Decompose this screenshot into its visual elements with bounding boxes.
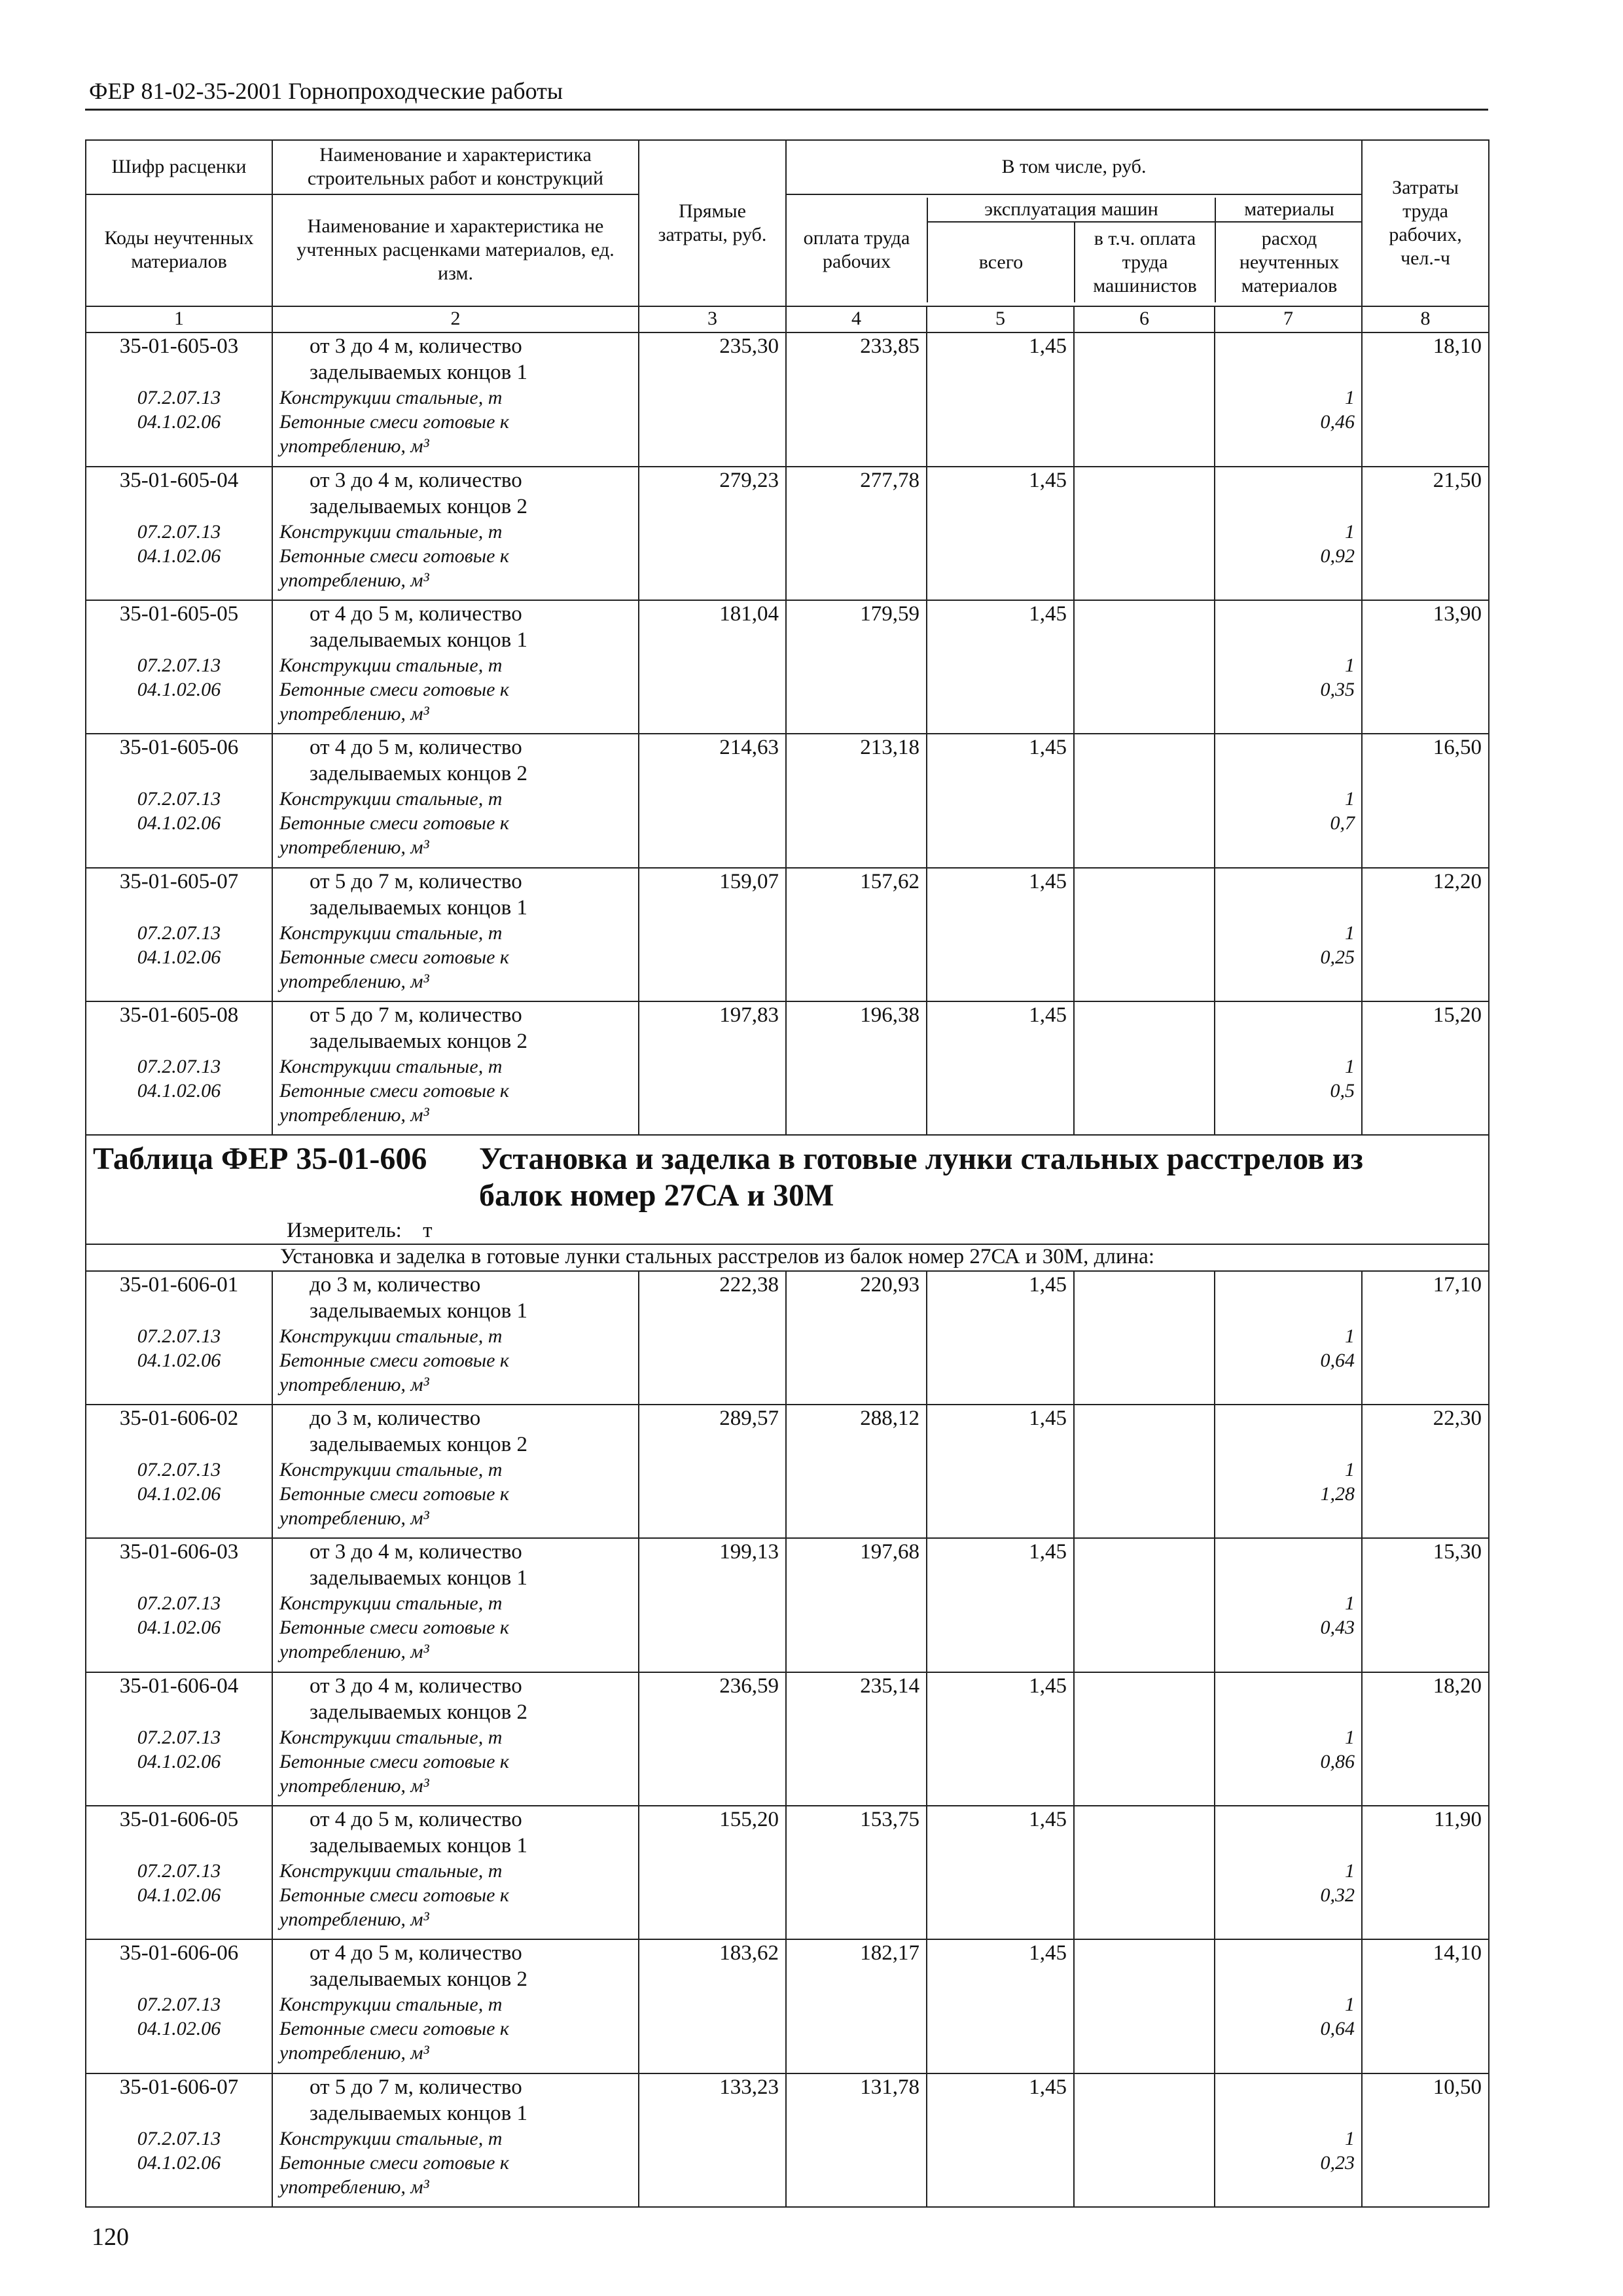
machines-pay	[1074, 1939, 1215, 2073]
header-row-1	[86, 140, 1489, 194]
direct-cost: 235,30	[719, 334, 779, 359]
rate-description-cont: заделываемых концов 1	[310, 361, 528, 385]
material-name: Бетонные смеси готовые к	[279, 1617, 509, 1639]
table-606-subtitle: Установка и заделка в готовые лунки стальных расстрелов из балок номер 27СА и 30М, длина:	[86, 1244, 1489, 1270]
labor-hours: 18,20	[1433, 1674, 1482, 1698]
rate-description-cont: заделываемых концов 1	[310, 1566, 528, 1590]
machines-pay	[1074, 1672, 1215, 1806]
direct-cost: 222,38	[719, 1272, 779, 1297]
direct-cost-header: Прямые затраты, руб.	[639, 140, 786, 306]
material-name-cont: употреблению, м³	[279, 2042, 429, 2064]
including-header: В том числе, руб.	[786, 140, 1362, 194]
material-qty: 1	[1345, 1055, 1355, 1077]
material-name: Конструкции стальные, т	[279, 1325, 503, 1347]
material-name: Бетонные смеси готовые к	[279, 812, 509, 834]
machines-pay	[1074, 1271, 1215, 1405]
material-qty: 0,86	[1320, 1750, 1355, 1772]
rate-row	[86, 600, 1489, 734]
rate-row	[86, 1001, 1489, 1135]
direct-cost: 133,23	[719, 2075, 779, 2099]
material-name-cont: употреблению, м³	[279, 569, 429, 591]
material-name-cont: употреблению, м³	[279, 836, 429, 859]
rates-table	[85, 139, 1489, 2208]
machines-total: 1,45	[1029, 1674, 1067, 1698]
material-name: Бетонные смеси готовые к	[279, 545, 509, 567]
page-number: 120	[92, 2223, 129, 2251]
labor-pay: 153,75	[860, 1808, 919, 1832]
labor-hours: 11,90	[1434, 1808, 1482, 1832]
material-name: Конструкции стальные, т	[279, 520, 503, 543]
material-name: Конструкции стальные, т	[279, 1592, 503, 1615]
machines-total: 1,45	[1029, 468, 1067, 492]
material-name: Бетонные смеси готовые к	[279, 2018, 509, 2040]
material-code: 07.2.07.13	[137, 1459, 221, 1481]
material-qty: 0,64	[1320, 2018, 1355, 2040]
material-name: Конструкции стальные, т	[279, 2127, 503, 2149]
rate-row	[86, 1939, 1489, 2073]
rate-description: от 4 до 5 м, количество	[310, 736, 522, 760]
table-606-title: Установка и заделка в готовые лунки стальных расстрелов из балок номер 27СА и 30М	[479, 1141, 1363, 1213]
material-code: 07.2.07.13	[137, 788, 221, 810]
rate-row	[86, 1806, 1489, 1939]
material-qty: 0,35	[1320, 678, 1355, 700]
machines-total: 1,45	[1029, 1941, 1067, 1965]
material-qty: 1	[1345, 1994, 1355, 2016]
material-code: 07.2.07.13	[137, 520, 221, 543]
col-number: 4	[786, 306, 927, 332]
rate-description-cont: заделываемых концов 1	[310, 628, 528, 652]
material-code: 07.2.07.13	[137, 1994, 221, 2016]
material-qty: 0,32	[1320, 1884, 1355, 1907]
machines-total: 1,45	[1029, 869, 1067, 893]
machines-total: 1,45	[1029, 1540, 1067, 1564]
machines-header: эксплуатация машин	[927, 198, 1215, 222]
machines-total: 1,45	[1029, 1407, 1067, 1431]
rate-code: 35-01-606-02	[119, 1407, 239, 1431]
material-qty: 1	[1345, 1459, 1355, 1481]
material-qty: 0,5	[1330, 1079, 1355, 1102]
material-code: 04.1.02.06	[137, 1079, 221, 1102]
col-number: 2	[272, 306, 639, 332]
material-name: Конструкции стальные, т	[279, 1726, 503, 1748]
rate-description: от 3 до 4 м, количество	[310, 1674, 522, 1698]
material-code: 07.2.07.13	[137, 387, 221, 409]
table-605-rows	[86, 332, 1489, 1135]
table-606-rows	[86, 1271, 1489, 2207]
material-code: 04.1.02.06	[137, 1349, 221, 1371]
material-code: 04.1.02.06	[137, 411, 221, 433]
material-code: 04.1.02.06	[137, 812, 221, 834]
col-number: 6	[1074, 306, 1215, 332]
materials-use-header: расход неучтенных материалов	[1239, 228, 1340, 297]
direct-cost: 197,83	[719, 1003, 779, 1027]
material-code: 07.2.07.13	[137, 1726, 221, 1748]
material-name: Бетонные смеси готовые к	[279, 678, 509, 700]
direct-cost: 279,23	[719, 468, 779, 492]
rate-code: 35-01-606-04	[119, 1674, 239, 1698]
table-606-title-row	[86, 1135, 1489, 1219]
rate-code: 35-01-605-06	[119, 736, 239, 760]
col-number: 5	[927, 306, 1074, 332]
material-qty: 0,43	[1320, 1617, 1355, 1639]
material-code: 07.2.07.13	[137, 654, 221, 676]
uncounted-codes-header: Коды неучтенных материалов	[86, 194, 272, 306]
rate-description-cont: заделываемых концов 2	[310, 494, 528, 518]
page-header: ФЕР 81-02-35-2001 Горнопроходческие работы	[89, 78, 563, 104]
rate-row	[86, 1405, 1489, 1538]
labor-hours: 12,20	[1433, 869, 1482, 893]
material-code: 07.2.07.13	[137, 1592, 221, 1615]
rate-description: от 5 до 7 м, количество	[310, 869, 522, 893]
machines-pay	[1074, 332, 1215, 466]
material-name: Бетонные смеси готовые к	[279, 946, 509, 968]
material-code: 04.1.02.06	[137, 1483, 221, 1505]
machines-total: 1,45	[1029, 1272, 1067, 1297]
rate-row	[86, 2073, 1489, 2207]
labor-hours: 22,30	[1433, 1407, 1482, 1431]
material-qty: 1,28	[1320, 1483, 1355, 1505]
material-code: 04.1.02.06	[137, 946, 221, 968]
labor-hours: 13,90	[1433, 601, 1482, 626]
labor-pay: 235,14	[860, 1674, 919, 1698]
labor-pay: 157,62	[860, 869, 919, 893]
rate-description: от 4 до 5 м, количество	[310, 601, 522, 626]
machines-pay	[1074, 734, 1215, 867]
material-code: 04.1.02.06	[137, 1617, 221, 1639]
direct-cost: 214,63	[719, 736, 779, 760]
rate-row	[86, 1538, 1489, 1672]
material-code: 04.1.02.06	[137, 1750, 221, 1772]
material-name: Бетонные смеси готовые к	[279, 2151, 509, 2174]
measure-unit: т	[423, 1219, 433, 1243]
material-name: Конструкции стальные, т	[279, 1994, 503, 2016]
material-name: Конструкции стальные, т	[279, 788, 503, 810]
rate-code: 35-01-605-03	[119, 334, 239, 359]
rate-code: 35-01-606-06	[119, 1941, 239, 1965]
material-name: Бетонные смеси готовые к	[279, 1079, 509, 1102]
labor-header: Затраты труда рабочих, чел.-ч	[1362, 140, 1489, 306]
material-qty: 1	[1345, 1860, 1355, 1882]
labor-pay: 179,59	[860, 601, 919, 626]
rate-row	[86, 467, 1489, 600]
rate-description-cont: заделываемых концов 2	[310, 1967, 528, 1992]
rate-description: от 4 до 5 м, количество	[310, 1941, 522, 1965]
machines-total: 1,45	[1029, 2075, 1067, 2099]
labor-hours: 10,50	[1433, 2075, 1482, 2099]
rate-code: 35-01-605-08	[119, 1003, 239, 1027]
header-row-2	[86, 194, 1489, 306]
rate-description-cont: заделываемых концов 2	[310, 1029, 528, 1053]
machines-pay	[1074, 868, 1215, 1001]
labor-pay: 220,93	[860, 1272, 919, 1297]
rate-description-cont: заделываемых концов 1	[310, 1299, 528, 1323]
header-divider	[85, 109, 1488, 111]
material-name-cont: употреблению, м³	[279, 1103, 429, 1126]
material-qty: 1	[1345, 2127, 1355, 2149]
rate-code: 35-01-605-04	[119, 468, 239, 492]
direct-cost: 155,20	[719, 1808, 779, 1832]
material-qty: 1	[1345, 1592, 1355, 1615]
material-name: Конструкции стальные, т	[279, 1860, 503, 1882]
rate-code: 35-01-605-07	[119, 869, 239, 893]
labor-hours: 15,30	[1433, 1540, 1482, 1564]
rate-row	[86, 332, 1489, 466]
rate-row	[86, 1672, 1489, 1806]
rate-code: 35-01-606-03	[119, 1540, 239, 1564]
column-number-row	[86, 306, 1489, 332]
rate-code: 35-01-606-05	[119, 1808, 239, 1832]
direct-cost: 236,59	[719, 1674, 779, 1698]
labor-pay: 196,38	[860, 1003, 919, 1027]
labor-hours: 21,50	[1433, 468, 1482, 492]
rate-description: от 4 до 5 м, количество	[310, 1808, 522, 1832]
machines-pay	[1074, 2073, 1215, 2207]
machines-pay	[1074, 600, 1215, 734]
col-number: 1	[86, 306, 272, 332]
rate-description-cont: заделываемых концов 2	[310, 762, 528, 786]
machines-pay	[1074, 1001, 1215, 1135]
material-name: Конструкции стальные, т	[279, 922, 503, 944]
machines-pay	[1074, 467, 1215, 600]
material-qty: 1	[1345, 1325, 1355, 1347]
labor-pay-header: оплата труда рабочих	[787, 198, 927, 302]
table-606-subtitle-row	[86, 1244, 1489, 1270]
material-qty: 1	[1345, 788, 1355, 810]
material-qty: 1	[1345, 387, 1355, 409]
machines-total-header: всего	[927, 222, 1075, 302]
rate-row	[86, 868, 1489, 1001]
direct-cost: 159,07	[719, 869, 779, 893]
machines-total: 1,45	[1029, 1808, 1067, 1832]
rate-code: 35-01-605-05	[119, 601, 239, 626]
rate-description: от 5 до 7 м, количество	[310, 2075, 522, 2099]
sub-header-group	[786, 194, 1362, 306]
direct-cost: 199,13	[719, 1540, 779, 1564]
material-name-cont: употреблению, м³	[279, 1774, 429, 1797]
material-name-cont: употреблению, м³	[279, 1909, 429, 1931]
rate-description-cont: заделываемых концов 2	[310, 1433, 528, 1457]
material-name: Конструкции стальные, т	[279, 1055, 503, 1077]
material-qty: 0,25	[1320, 946, 1355, 968]
material-name-cont: употреблению, м³	[279, 2176, 429, 2198]
machines-total: 1,45	[1029, 736, 1067, 760]
labor-hours: 16,50	[1433, 736, 1482, 760]
material-name-cont: употреблению, м³	[279, 970, 429, 992]
labor-pay: 182,17	[860, 1941, 919, 1965]
material-code: 07.2.07.13	[137, 922, 221, 944]
labor-pay: 131,78	[860, 2075, 919, 2099]
machines-pay-header: в т.ч. оплата труда машинистов	[1075, 222, 1215, 302]
labor-hours: 15,20	[1433, 1003, 1482, 1027]
direct-cost: 289,57	[719, 1407, 779, 1431]
material-name: Бетонные смеси готовые к	[279, 1884, 509, 1907]
material-qty: 0,92	[1320, 545, 1355, 567]
material-name: Конструкции стальные, т	[279, 654, 503, 676]
material-code: 07.2.07.13	[137, 1055, 221, 1077]
rate-description: от 3 до 4 м, количество	[310, 334, 522, 359]
rate-description: от 3 до 4 м, количество	[310, 1540, 522, 1564]
rate-description-cont: заделываемых концов 1	[310, 2101, 528, 2125]
material-name-cont: употреблению, м³	[279, 1507, 429, 1530]
material-qty: 0,64	[1320, 1349, 1355, 1371]
machines-total: 1,45	[1029, 601, 1067, 626]
rate-code: 35-01-606-01	[119, 1272, 239, 1297]
measure-label: Измеритель:	[287, 1219, 402, 1243]
material-name: Конструкции стальные, т	[279, 387, 503, 409]
material-name: Бетонные смеси готовые к	[279, 1750, 509, 1772]
material-qty: 0,7	[1330, 812, 1355, 834]
direct-cost: 181,04	[719, 601, 779, 626]
material-name-cont: употреблению, м³	[279, 1641, 429, 1663]
table-606-measure-row	[86, 1219, 1489, 1244]
material-qty: 0,23	[1320, 2151, 1355, 2174]
rate-description-cont: заделываемых концов 2	[310, 1700, 528, 1724]
labor-pay: 233,85	[860, 334, 919, 359]
rate-description: до 3 м, количество	[310, 1407, 481, 1431]
material-name-cont: употреблению, м³	[279, 435, 429, 457]
rate-row	[86, 1271, 1489, 1405]
rate-code: 35-01-606-07	[119, 2075, 239, 2099]
rate-description-cont: заделываемых концов 1	[310, 1834, 528, 1858]
material-code: 04.1.02.06	[137, 678, 221, 700]
material-name: Бетонные смеси готовые к	[279, 411, 509, 433]
rate-description: до 3 м, количество	[310, 1272, 481, 1297]
machines-total: 1,45	[1029, 334, 1067, 359]
rate-description: от 5 до 7 м, количество	[310, 1003, 522, 1027]
rate-description-cont: заделываемых концов 1	[310, 895, 528, 920]
labor-pay: 288,12	[860, 1407, 919, 1431]
materials-header: материалы	[1215, 198, 1363, 222]
material-code: 04.1.02.06	[137, 2151, 221, 2174]
material-qty: 1	[1345, 520, 1355, 543]
rate-row	[86, 734, 1489, 867]
direct-cost: 183,62	[719, 1941, 779, 1965]
uncounted-name-header: Наименование и характеристика не учтенных расценками материалов, ед. изм.	[272, 194, 639, 306]
labor-pay: 277,78	[860, 468, 919, 492]
machines-total: 1,45	[1029, 1003, 1067, 1027]
material-name-cont: употреблению, м³	[279, 702, 429, 725]
labor-hours: 18,10	[1433, 334, 1482, 359]
material-code: 04.1.02.06	[137, 1884, 221, 1907]
col-number: 3	[639, 306, 786, 332]
material-name: Конструкции стальные, т	[279, 1459, 503, 1481]
rate-description: от 3 до 4 м, количество	[310, 468, 522, 492]
material-qty: 1	[1345, 1726, 1355, 1748]
table-606-label: Таблица ФЕР 35-01-606	[93, 1141, 427, 1177]
name-header: Наименование и характеристика строительных работ и конструкций	[272, 140, 639, 194]
labor-hours: 14,10	[1433, 1941, 1482, 1965]
code-header: Шифр расценки	[86, 140, 272, 194]
labor-pay: 213,18	[860, 736, 919, 760]
sub-header	[787, 198, 1363, 302]
material-code: 07.2.07.13	[137, 1860, 221, 1882]
material-qty: 0,46	[1320, 411, 1355, 433]
material-name-cont: употреблению, м³	[279, 1373, 429, 1395]
labor-pay: 197,68	[860, 1540, 919, 1564]
machines-pay	[1074, 1405, 1215, 1538]
material-qty: 1	[1345, 922, 1355, 944]
material-name: Бетонные смеси готовые к	[279, 1349, 509, 1371]
material-qty: 1	[1345, 654, 1355, 676]
machines-pay	[1074, 1538, 1215, 1672]
col-number: 8	[1362, 306, 1489, 332]
material-code: 04.1.02.06	[137, 545, 221, 567]
material-code: 07.2.07.13	[137, 1325, 221, 1347]
machines-pay	[1074, 1806, 1215, 1939]
material-code: 07.2.07.13	[137, 2127, 221, 2149]
material-code: 04.1.02.06	[137, 2018, 221, 2040]
col-number: 7	[1215, 306, 1362, 332]
material-name: Бетонные смеси готовые к	[279, 1483, 509, 1505]
labor-hours: 17,10	[1433, 1272, 1482, 1297]
